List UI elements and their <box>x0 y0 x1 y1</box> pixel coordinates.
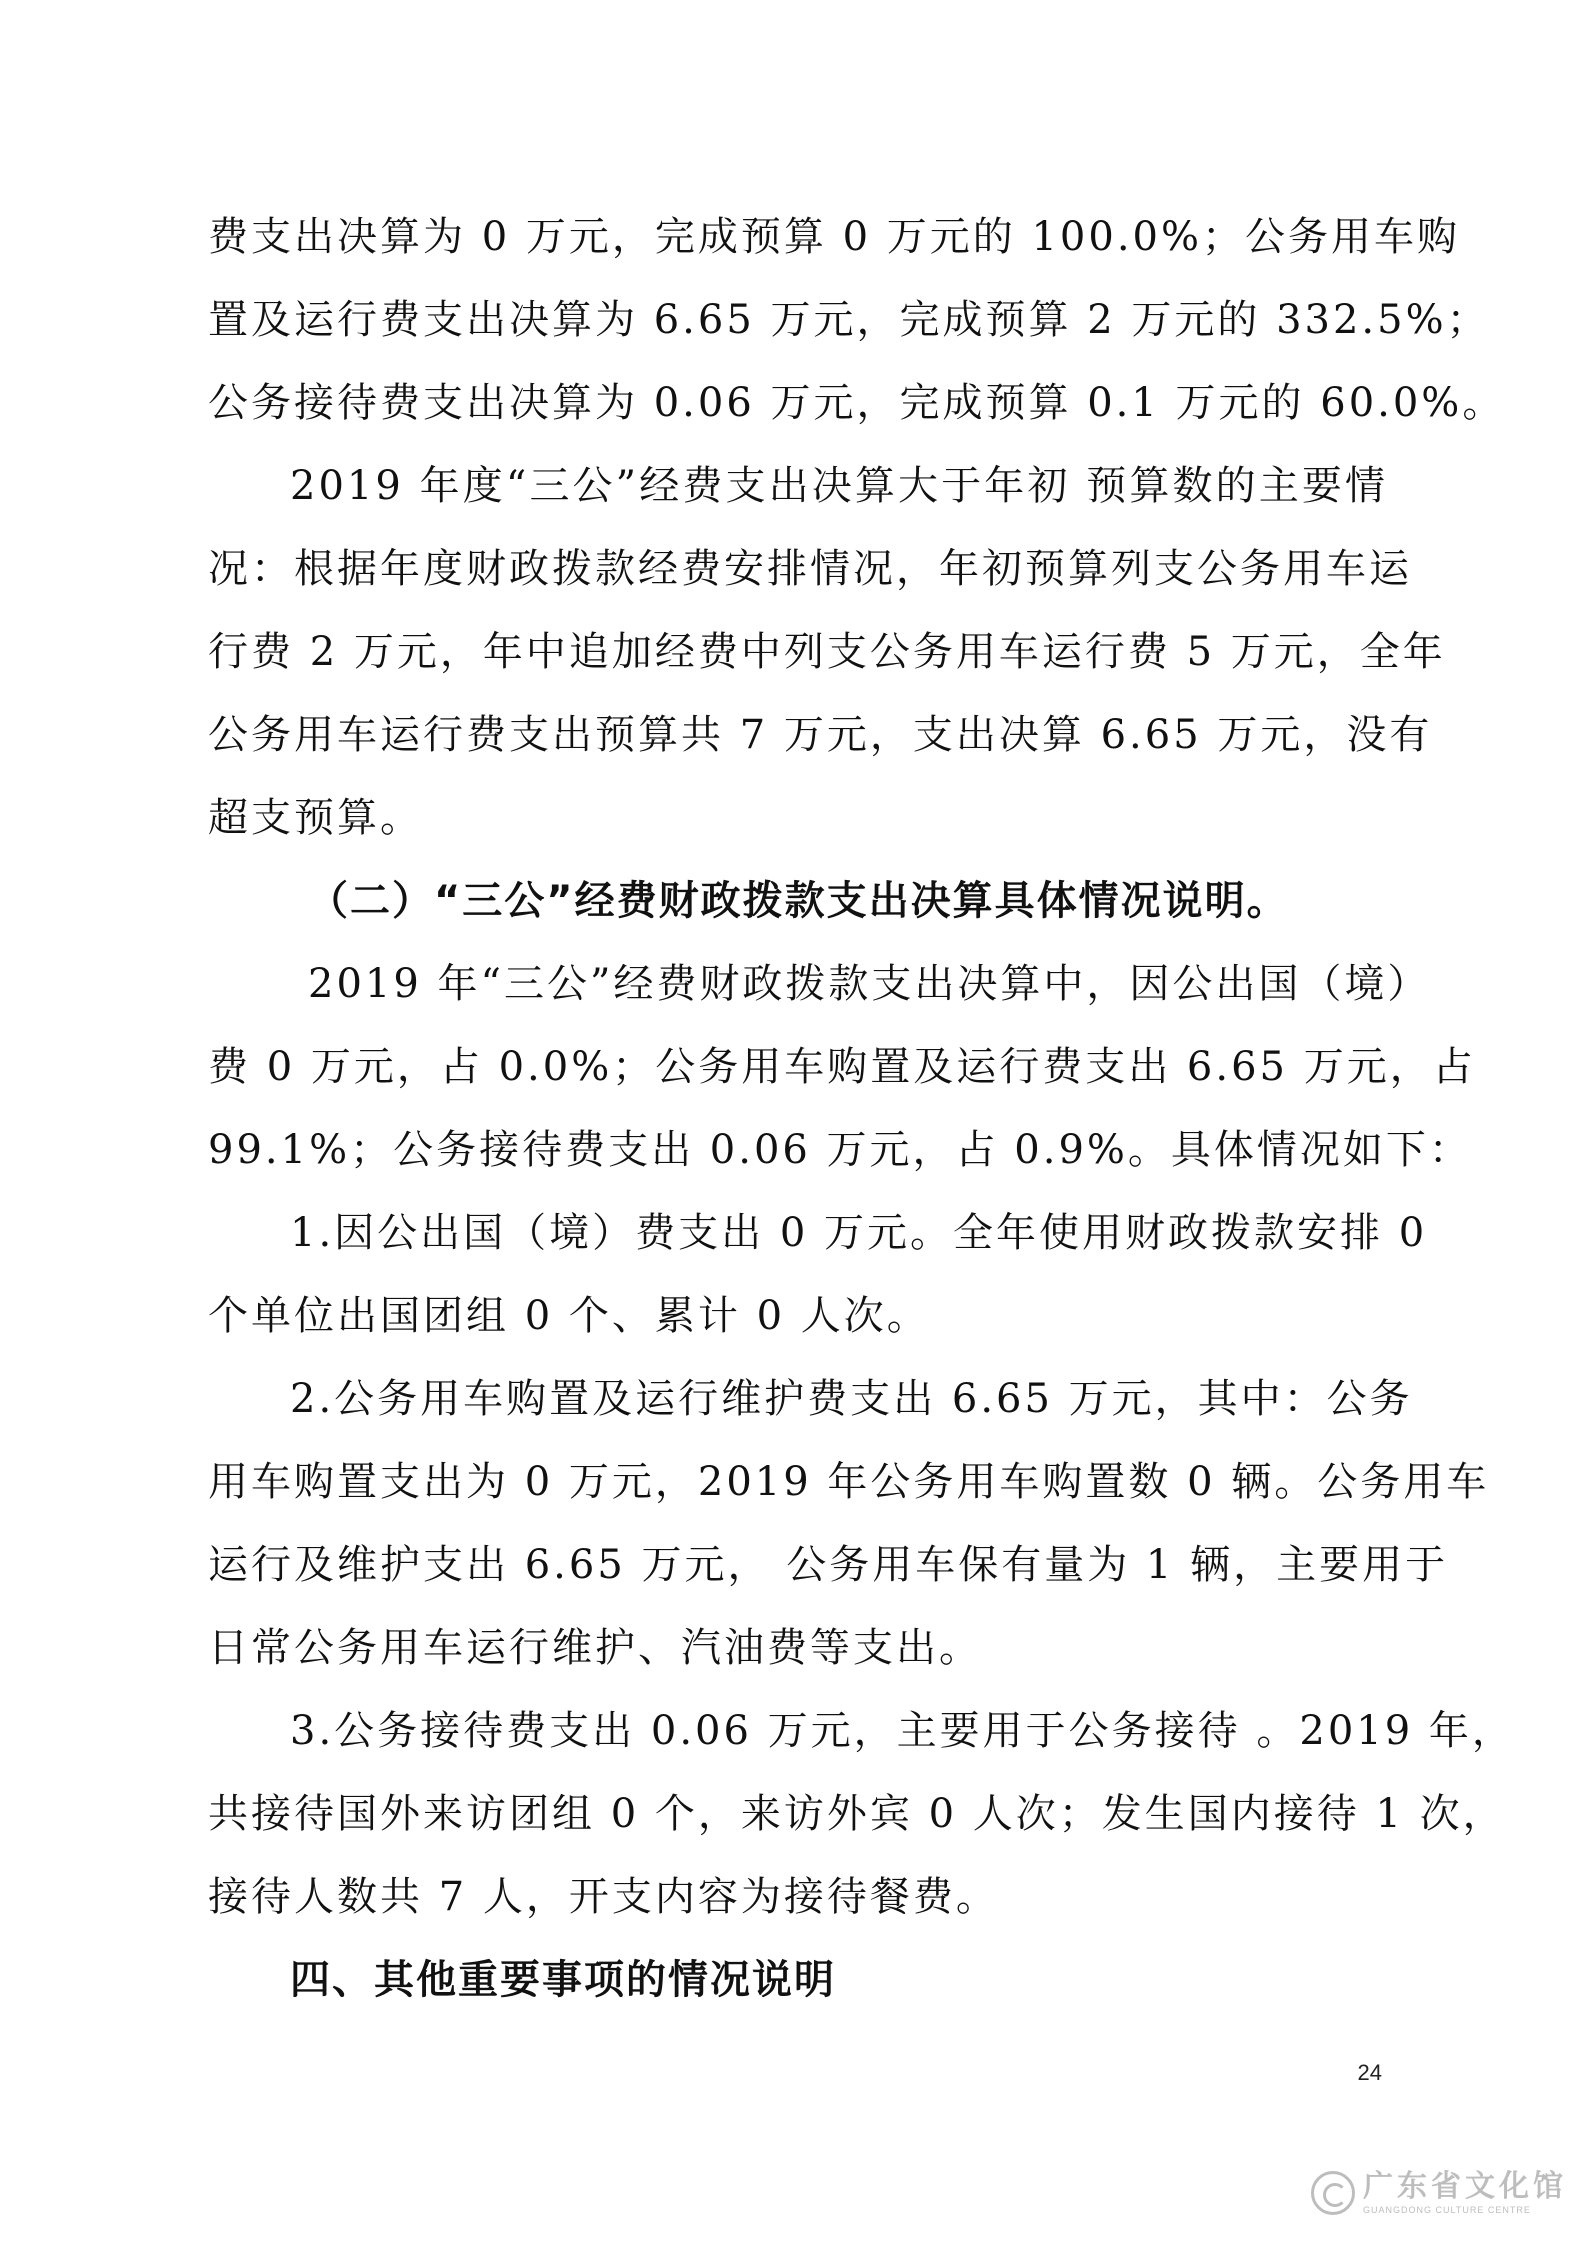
culture-centre-logo-icon <box>1311 2171 1355 2215</box>
watermark-logo <box>1311 2170 1567 2216</box>
text-line-4: 2019 年度“三公”经费支出决算大于年初 预算数的主要情 <box>290 463 1388 509</box>
section-heading-2: （二）“三公”经费财政拨款支出决算具体情况说明。 <box>308 878 1289 924</box>
text-line-6: 行费 2 万元，年中追加经费中列支公务用车运行费 5 万元，全年 <box>208 629 1446 675</box>
text-line-14: 个单位出国团组 0 个、累计 0 人次。 <box>208 1293 930 1339</box>
text-line-17: 运行及维护支出 6.65 万元， 公务用车保有量为 1 辆，主要用于 <box>208 1542 1449 1588</box>
watermark-text <box>1363 2170 1567 2216</box>
watermark-english: GUANGDONG CULTURE CENTRE <box>1363 2205 1531 2215</box>
text-line-13: 1.因公出国（境）费支出 0 万元。全年使用财政拨款安排 0 <box>290 1210 1428 1256</box>
text-line-16: 用车购置支出为 0 万元，2019 年公务用车购置数 0 辆。公务用车 <box>208 1459 1490 1505</box>
text-line-19: 3.公务接待费支出 0.06 万元，主要用于公务接待 。2019 年， <box>290 1708 1515 1754</box>
text-line-5: 况：根据年度财政拨款经费安排情况，年初预算列支公务用车运 <box>208 546 1412 592</box>
text-line-11: 费 0 万元，占 0.0%；公务用车购置及运行费支出 6.65 万元，占 <box>208 1044 1476 1090</box>
text-line-21: 接待人数共 7 人，开支内容为接待餐费。 <box>208 1874 999 1920</box>
text-line-18: 日常公务用车运行维护、汽油费等支出。 <box>208 1625 982 1671</box>
text-line-2: 置及运行费支出决算为 6.65 万元，完成预算 2 万元的 332.5%； <box>208 297 1490 343</box>
text-line-8: 超支预算。 <box>208 795 423 841</box>
text-line-15: 2.公务用车购置及运行维护费支出 6.65 万元，其中：公务 <box>290 1376 1413 1422</box>
text-line-7: 公务用车运行费支出预算共 7 万元，支出决算 6.65 万元，没有 <box>208 712 1433 758</box>
watermark-name: 广东省文化馆 <box>1363 2169 1567 2204</box>
text-line-10: 2019 年“三公”经费财政拨款支出决算中，因公出国（境） <box>308 961 1431 1007</box>
section-heading-4: 四、其他重要事项的情况说明 <box>290 1957 836 2003</box>
text-line-12: 99.1%；公务接待费支出 0.06 万元，占 0.9%。具体情况如下： <box>208 1127 1472 1173</box>
text-line-20: 共接待国外来访团组 0 个，来访外宾 0 人次；发生国内接待 1 次， <box>208 1791 1506 1837</box>
text-line-3: 公务接待费支出决算为 0.06 万元，完成预算 0.1 万元的 60.0%。 <box>208 380 1506 426</box>
document-body <box>208 196 1515 2022</box>
page-number: 24 <box>1357 2060 1382 2085</box>
text-line-1: 费支出决算为 0 万元，完成预算 0 万元的 100.0%；公务用车购 <box>208 214 1460 260</box>
